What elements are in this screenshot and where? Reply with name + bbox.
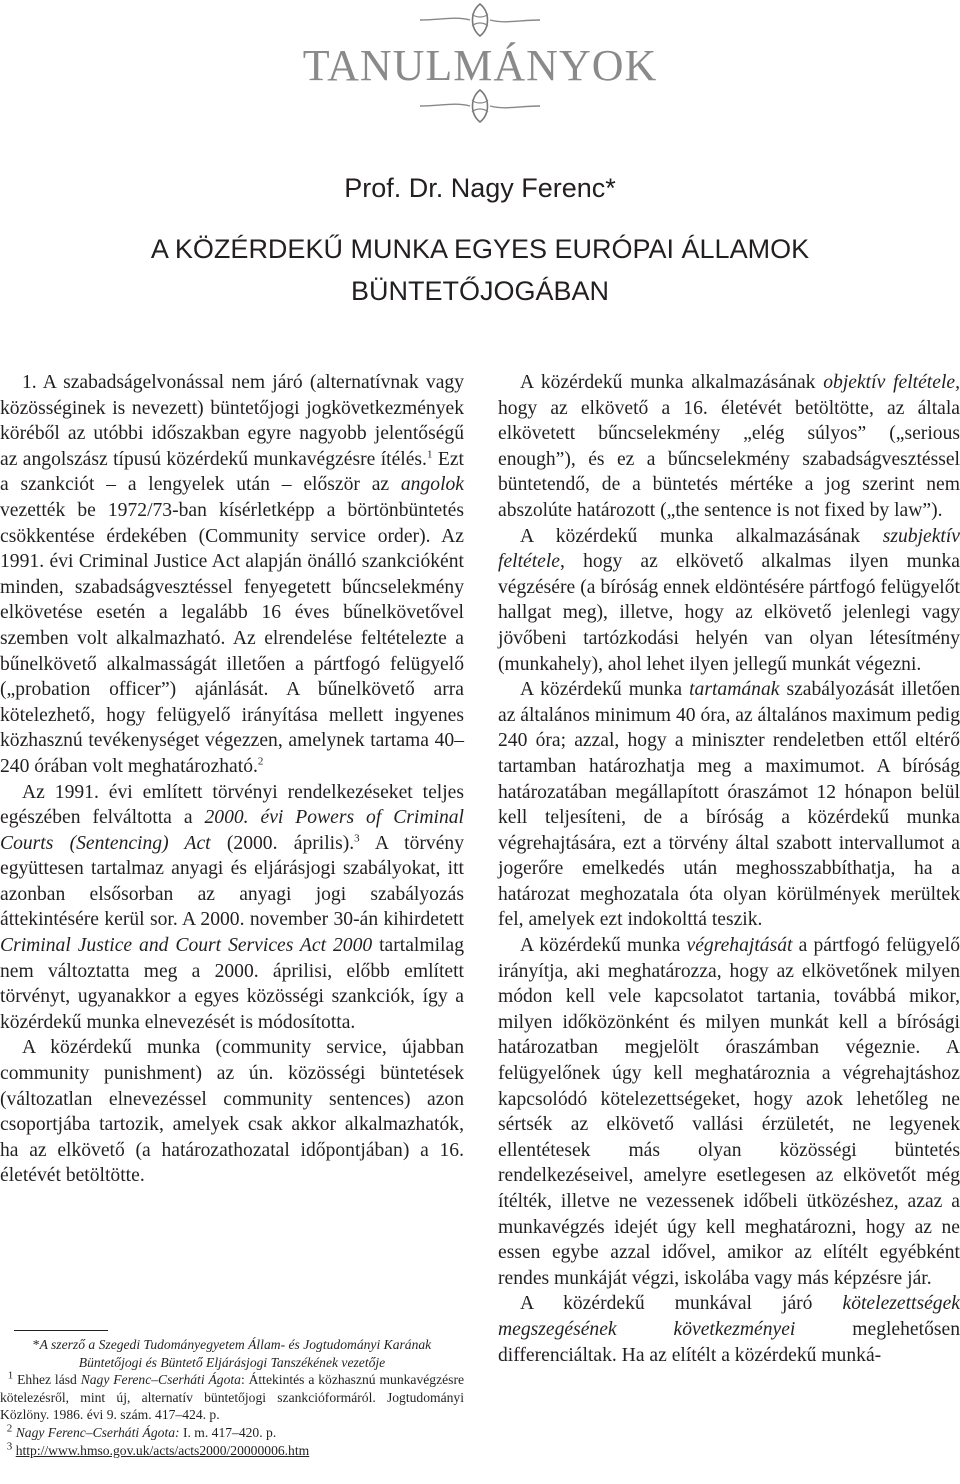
section-title: TANULMÁNYOK: [302, 41, 658, 90]
paragraph: A közérdekű munka végrehajtását a pártfogó felügyelő irányítja, aki meghatározza, hogy az elkövetőnek milyen módon kell vele kapcsolatot tartania, továbbá mikor, milyen időközönként és milyen munkát kell a bírósági határozatban megjelölt óraszámban végeznie. A felügyelőnek úgy kell meghatároznia a végrehajtáshoz kapcsolódó kötelezettségeket, hogy azok lehetőleg ne sértsék az elkövető vallási érzületét, ne legyenek ellentétesek más olyan közösségi büntetés rendelkezéseivel, amelyre esetlegesen az elkövetőt még ítélték, illetve ne vezessenek időbeli ütközéshez, azaz a munkavégzés idejét úgy kell meghatározni, hogy az ne essen egybe azzal idővel, amikor az elítélt egyébként rendes munkáját végzi, iskolába vagy más képzésre jár.: [498, 935, 960, 1289]
footnote-link[interactable]: http://www.hmso.gov.uk/acts/acts2000/20000006.htm: [15, 1442, 310, 1458]
footnote-2: $^2$ Nagy Ferenc–Cserháti Ágota: I. m. 417–420. p.: [6, 1422, 277, 1440]
article-title-line1: A KÖZÉRDEKŰ MUNKA EGYES EURÓPAI ÁLLAMOK: [150, 234, 810, 264]
footnote-1: $^1$ Ehhez lásd Nagy Ferenc–Cserháti Ágota: Áttekintés a közhasznú munkavégzésre kötelezésről, mint új, alternatív büntetőjogi szankcióformáról. Jogtudományi Közlöny. 1986. évi 9. szám. 417–424. p.: [0, 1369, 465, 1423]
footnote-ref[interactable]: 2: [257, 755, 264, 768]
bottom-ornament-icon: [0, 86, 960, 126]
paragraph: Az 1991. évi említett törvényi rendelkezéseket teljes egészében felváltotta a 2000. évi Powers of Criminal Courts (Sentencing) Act (2000. április).$^3$ A törvény együttesen tartalmaz anyagi és eljárásjogi szabályokat, itt azonban elsősorban az anyagi jogi szabályozás áttekintésére kerül sor. A 2000. november 30-án kihirdetett Criminal Justice and Court Services Act 2000 tartalmilag nem változtatta meg a 2000. áprilisi, előbb említett törvényt, ugyanakkor a egyes közösségi szankciók, így a közérdekű munka elnevezését is módosította.: [0, 781, 465, 1033]
top-ornament-icon: [0, 0, 960, 40]
right-column: [498, 370, 960, 1368]
article-title-line2: BÜNTETŐJOGÁBAN: [350, 276, 610, 306]
paragraph: 1. A szabadságelvonással nem járó (alternatívnak vagy közösséginek is nevezett) büntetőjogi jogkövetkezmények köréből az utóbbi időszakban egyre nagyobb jelentőségű az angolszász típusú közérdekű munkavégzésre ítélés.$^1$ Ezt a szankciót – a lengyelek után – először az angolok vezették be 1972/73-ban kísérletképp a börtönbüntetés csökkentése érdekében (Community service order). Az 1991. évi Criminal Justice Act alapján önálló szankcióként minden, szabadságvesztéssel fenyegetett bűncselekmény elkövetése esetén a legalább 16 éves bűnelkövetővel szemben volt alkalmazható. Az elrendelése feltételezte a bűnelkövető alkalmasságát illetően a pártfogó felügyelő („probation officer”) ajánlását. A bűnelkövető arra kötelezhető, hogy felügyelő irányítása mellett ingyenes közhasznú tevékenységet végezzen, amelynek tartama 40–240 órában volt meghatározható.$^2$: [0, 372, 464, 777]
footnote-3: $^3$ http://www.hmso.gov.uk/acts/acts2000/20000006.htm: [6, 1440, 310, 1458]
paragraph: A közérdekű munka tartamának szabályozását illetően az általános minimum 40 óra, az általános maximum pedig 240 óra; azzal, hogy a miniszter rendeletben ettől eltérő tartamban határozhatja meg a maximumot. A bíróság határozatában megállapított óraszámot 12 hónapon belül kell teljesíteni, de a bíróság a közérdekű munka végrehajtására, ezt a törvény által szabott intervallumot a jogerőre emelkedés után meghosszabbíthatja, ha a határozat meghozatala óta olyan körülmények merültek fel, amelyek ezt indokolttá teszik.: [498, 679, 960, 931]
footnote-author: *A szerző a Szegedi Tudományegyetem Állam- és Jogtudományi Karának Büntetőjogi és Büntető Eljárásjogi Tanszékének vezetője: [32, 1337, 432, 1370]
footnote-divider: [14, 1330, 108, 1331]
article-title: [0, 228, 960, 312]
left-column: [0, 370, 464, 1189]
footnotes: [0, 1336, 464, 1459]
footnote-ref[interactable]: 3: [354, 832, 360, 845]
paragraph: A közérdekű munka (community service, újabban community punishment) az ún. közösségi büntetések (változatlan elnevezéssel community sentences) azon csoportjába tartozik, amelyek csak akkor alkalmazhatók, ha az elkövető (a határozathozatal időpontjában) a 16. életévét betöltötte.: [0, 1037, 464, 1187]
paragraph: A közérdekű munka alkalmazásának objektív feltétele, hogy az elkövető a 16. életévét betöltötte, az általa elkövetett bűncselekmény „elég súlyos” („serious enough”), és ez a bűncselekmény szabadságvesztéssel büntetendő, de a büntetés mértéke a jog szerint nem abszolúte határozott („the sentence is not fixed by law”).: [498, 372, 960, 521]
footnote-ref[interactable]: 1: [426, 448, 433, 461]
paragraph: A közérdekű munka alkalmazásának szubjektív feltétele, hogy az elkövető alkalmas ilyen munka végzésére (a bíróság ennek eldöntésére pártfogó felügyelőt hallgat meg), illetve, hogy az elkövető jelenlegi vagy jövőbeni tartózkodási helyén van olyan létesítmény (munkahely), ahol lehet ilyen jellegű munkát végezni.: [498, 525, 960, 675]
paragraph: A közérdekű munkával járó kötelezettségek megszegésének következményei meglehetősen differenciáltak. Ha az elítélt a közérdekű munká-: [498, 1293, 960, 1366]
author-line: Prof. Dr. Nagy Ferenc*: [344, 173, 616, 203]
